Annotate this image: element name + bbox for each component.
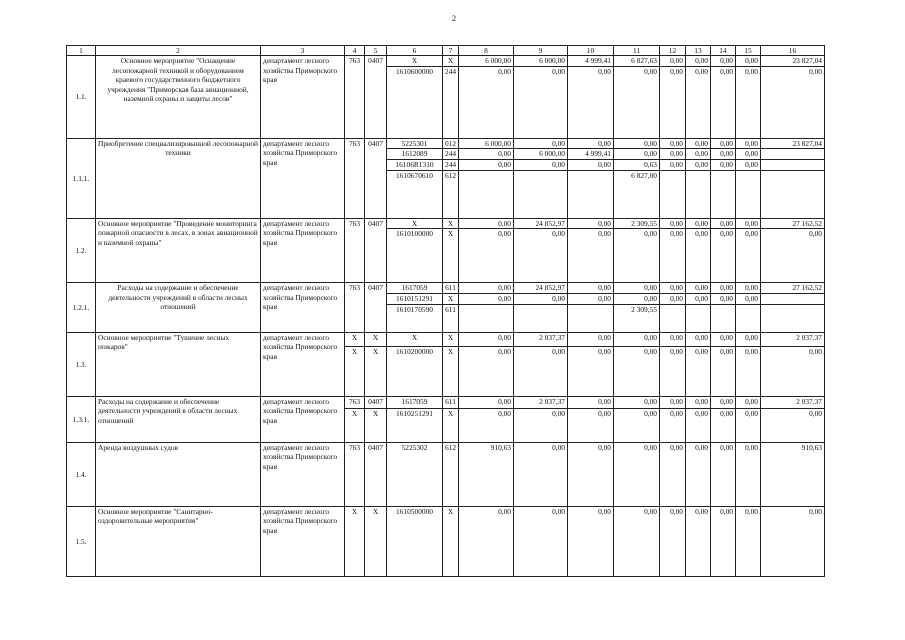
responsible-department: департамент лесного хозяйства Приморского края [261, 138, 345, 218]
value-cell: 0,00 [568, 408, 614, 442]
value-cell: 0,00 [686, 66, 711, 138]
value-cell: 0,00 [660, 66, 686, 138]
value-cell [761, 160, 825, 170]
value-cell: Х [345, 332, 365, 346]
value-cell: 0,00 [614, 283, 660, 293]
responsible-department: департамент лесного хозяйства Приморского края [261, 218, 345, 282]
value-cell: 0407 [365, 442, 387, 506]
value-cell: 0,00 [660, 293, 686, 304]
grbs-code: 763 [345, 56, 365, 138]
value-cell: 0,00 [711, 396, 736, 408]
value-cell: 0,00 [686, 229, 711, 283]
value-cell: 16106R1310 [387, 160, 443, 170]
value-cell: 0,00 [514, 138, 568, 148]
row-number: 1.1. [67, 56, 96, 138]
value-cell: 0,00 [568, 346, 614, 396]
value-cell: 0,00 [736, 66, 761, 138]
header-cell: 9 [514, 46, 568, 56]
value-cell: 0,00 [459, 408, 514, 442]
value-cell: 0,00 [614, 149, 660, 160]
value-cell: 0,00 [736, 160, 761, 170]
value-cell: 0,00 [736, 396, 761, 408]
value-cell: 0,00 [459, 160, 514, 170]
page-number: 2 [452, 14, 456, 23]
value-cell: 0,00 [711, 283, 736, 293]
value-cell: Х [365, 408, 387, 442]
header-cell: 10 [568, 46, 614, 56]
value-cell: 0,00 [660, 160, 686, 170]
value-cell [711, 170, 736, 218]
value-cell: 4 999,41 [568, 149, 614, 160]
header-cell: 15 [736, 46, 761, 56]
value-cell: 0,00 [711, 442, 736, 506]
row-number: 1.2. [67, 218, 96, 282]
value-cell: Х [443, 293, 459, 304]
value-cell: 1612089 [387, 149, 443, 160]
activity-name: Аренда воздушных судов [96, 442, 261, 506]
value-cell: 0,00 [660, 506, 686, 576]
responsible-department: департамент лесного хозяйства Приморского края [261, 506, 345, 576]
value-cell: 763 [345, 442, 365, 506]
value-cell: 244 [443, 160, 459, 170]
value-cell: 0,00 [660, 332, 686, 346]
value-cell: Х [443, 346, 459, 396]
value-cell: 0,00 [568, 218, 614, 228]
value-cell: 0,00 [736, 332, 761, 346]
value-cell: 0,00 [660, 442, 686, 506]
value-cell: 0,00 [761, 346, 825, 396]
value-cell: 0,00 [459, 506, 514, 576]
value-cell: Х [387, 218, 443, 228]
value-cell: 0,00 [686, 332, 711, 346]
value-cell: 1617059 [387, 396, 443, 408]
value-cell: 0,00 [711, 346, 736, 396]
value-cell: 0,00 [686, 218, 711, 228]
row-number: 1.5. [67, 506, 96, 576]
value-cell: 0,00 [736, 138, 761, 148]
value-cell: 1610151291 [387, 293, 443, 304]
value-cell: 0,00 [568, 442, 614, 506]
value-cell: 0,00 [686, 293, 711, 304]
header-cell: 5 [365, 46, 387, 56]
row-number: 1.2.1. [67, 283, 96, 332]
row-number: 1.4. [67, 442, 96, 506]
value-cell: 1610500000 [387, 506, 443, 576]
value-cell: 612 [443, 170, 459, 218]
value-cell: 0,00 [660, 149, 686, 160]
activity-name: Расходы на содержание и обеспечение деятельности учреждений в области лесных отношений [96, 396, 261, 442]
value-cell: 0,00 [686, 408, 711, 442]
value-cell: 0,00 [660, 396, 686, 408]
value-cell: 23 827,04 [761, 138, 825, 148]
responsible-department: департамент лесного хозяйства Приморского края [261, 442, 345, 506]
value-cell: Х [443, 229, 459, 283]
value-cell: 910,63 [459, 442, 514, 506]
value-cell: 0,00 [736, 346, 761, 396]
value-cell: 0,00 [686, 283, 711, 293]
value-cell: 1610170590 [387, 304, 443, 332]
value-cell: 6 827,00 [614, 170, 660, 218]
value-cell: Х [387, 56, 443, 66]
value-cell: 244 [443, 149, 459, 160]
responsible-department: департамент лесного хозяйства Приморского края [261, 332, 345, 396]
value-cell: 5225302 [387, 442, 443, 506]
value-cell: 0,00 [761, 408, 825, 442]
value-cell: 2 037,37 [761, 396, 825, 408]
value-cell [459, 170, 514, 218]
header-cell: 3 [261, 46, 345, 56]
value-cell: 0,00 [711, 408, 736, 442]
value-cell: 1610670610 [387, 170, 443, 218]
header-cell: 11 [614, 46, 660, 56]
value-cell: 23 827,04 [761, 56, 825, 66]
table-row [67, 442, 825, 506]
value-cell: Х [443, 56, 459, 66]
value-cell: 6 000,00 [514, 149, 568, 160]
value-cell: Х [365, 332, 387, 346]
value-cell: 0,00 [761, 229, 825, 283]
value-cell: 0,00 [736, 218, 761, 228]
value-cell: 0,00 [660, 229, 686, 283]
value-cell: Х [365, 506, 387, 576]
grbs-code: 763 [345, 138, 365, 218]
value-cell: 27 162,52 [761, 283, 825, 293]
value-cell: 0,00 [614, 138, 660, 148]
table-row [67, 506, 825, 576]
value-cell [568, 304, 614, 332]
value-cell: 0,00 [459, 229, 514, 283]
value-cell [660, 304, 686, 332]
value-cell: 0,00 [711, 138, 736, 148]
value-cell: 2 309,55 [614, 218, 660, 228]
value-cell: 24 852,97 [514, 218, 568, 228]
value-cell: 612 [443, 442, 459, 506]
value-cell: 611 [443, 396, 459, 408]
value-cell: 0,00 [736, 149, 761, 160]
value-cell: 27 162,52 [761, 218, 825, 228]
value-cell: 0,00 [568, 293, 614, 304]
value-cell: 1610600000 [387, 66, 443, 138]
value-cell: 012 [443, 138, 459, 148]
value-cell: 0,00 [761, 66, 825, 138]
value-cell: 0,00 [614, 442, 660, 506]
value-cell: 0,00 [568, 332, 614, 346]
value-cell: 0,00 [514, 442, 568, 506]
value-cell: 0,00 [614, 66, 660, 138]
value-cell: 1610251291 [387, 408, 443, 442]
header-cell: 4 [345, 46, 365, 56]
header-cell: 1 [67, 46, 96, 56]
value-cell: 0,00 [459, 149, 514, 160]
value-cell: 0,00 [568, 138, 614, 148]
value-cell: 6 000,00 [514, 56, 568, 66]
row-number: 1.1.1. [67, 138, 96, 218]
value-cell: 0,00 [614, 346, 660, 396]
value-cell: Х [345, 506, 365, 576]
value-cell: 0,00 [686, 149, 711, 160]
value-cell: 1610200000 [387, 346, 443, 396]
value-cell: 0,00 [711, 149, 736, 160]
value-cell: 5225301 [387, 138, 443, 148]
value-cell: 0,00 [459, 293, 514, 304]
value-cell: 0,00 [514, 346, 568, 396]
value-cell: 611 [443, 283, 459, 293]
value-cell [711, 304, 736, 332]
value-cell: 0,00 [614, 408, 660, 442]
activity-name: Расходы на содержание и обеспечение деятельности учреждений в области лесных отношений [96, 283, 261, 332]
value-cell: 0,00 [614, 293, 660, 304]
value-cell: Х [443, 218, 459, 228]
value-cell: 6 000,00 [459, 56, 514, 66]
value-cell: 0,00 [568, 160, 614, 170]
value-cell [459, 304, 514, 332]
table-row [67, 56, 825, 66]
value-cell: 0,00 [711, 229, 736, 283]
value-cell: Х [365, 346, 387, 396]
responsible-department: департамент лесного хозяйства Приморского края [261, 283, 345, 332]
value-cell: 0,00 [711, 506, 736, 576]
value-cell [686, 170, 711, 218]
value-cell: 1610100000 [387, 229, 443, 283]
value-cell: 2 037,37 [514, 332, 568, 346]
value-cell: 0,00 [711, 160, 736, 170]
value-cell: 0,00 [686, 346, 711, 396]
value-cell: 0,00 [736, 283, 761, 293]
value-cell: 0,00 [514, 293, 568, 304]
section-code: 0407 [365, 283, 387, 332]
value-cell: 0,00 [660, 218, 686, 228]
activity-name: Основное мероприятие "Проведение мониторинга пожарной опасности в лесах, в зонах авиационной и наземной охраны" [96, 218, 261, 282]
value-cell: Х [345, 346, 365, 396]
value-cell: 0,00 [736, 56, 761, 66]
value-cell: 6 827,63 [614, 56, 660, 66]
value-cell: 0,00 [761, 506, 825, 576]
value-cell: 0,00 [660, 346, 686, 396]
value-cell [761, 170, 825, 218]
value-cell [761, 304, 825, 332]
value-cell [761, 293, 825, 304]
value-cell: 0,00 [614, 332, 660, 346]
responsible-department: департамент лесного хозяйства Приморского края [261, 56, 345, 138]
header-cell: 6 [387, 46, 443, 56]
value-cell: 0,00 [459, 332, 514, 346]
value-cell: 0,00 [711, 332, 736, 346]
value-cell [736, 304, 761, 332]
value-cell: 0,00 [614, 506, 660, 576]
section-code: 0407 [365, 218, 387, 282]
value-cell: 0,00 [711, 56, 736, 66]
value-cell: 0,00 [568, 66, 614, 138]
header-cell: 8 [459, 46, 514, 56]
value-cell: Х [345, 408, 365, 442]
value-cell: 0,00 [736, 229, 761, 283]
value-cell: 0,00 [711, 218, 736, 228]
value-cell: 244 [443, 66, 459, 138]
value-cell: 0,00 [568, 396, 614, 408]
value-cell: 0,00 [568, 283, 614, 293]
value-cell: 0,00 [736, 506, 761, 576]
value-cell: 0,00 [711, 293, 736, 304]
table-row [67, 218, 825, 228]
value-cell [514, 304, 568, 332]
activity-name: Приобретение специализированной лесопожарной техники [96, 138, 261, 218]
value-cell: 0,00 [686, 506, 711, 576]
value-cell: 0,00 [686, 396, 711, 408]
value-cell [568, 170, 614, 218]
value-cell: 0,00 [568, 229, 614, 283]
value-cell [514, 170, 568, 218]
grbs-code: 763 [345, 283, 365, 332]
value-cell: 2 309,55 [614, 304, 660, 332]
value-cell: 0,00 [514, 229, 568, 283]
value-cell: 0,00 [568, 506, 614, 576]
value-cell: 0,00 [686, 138, 711, 148]
header-cell: 14 [711, 46, 736, 56]
value-cell: 0,00 [660, 283, 686, 293]
value-cell: 763 [345, 396, 365, 408]
value-cell: 0,00 [736, 293, 761, 304]
value-cell: 611 [443, 304, 459, 332]
table-row [67, 138, 825, 148]
value-cell: 0,00 [514, 160, 568, 170]
section-code: 0407 [365, 56, 387, 138]
value-cell: 0,00 [459, 66, 514, 138]
header-cell: 16 [761, 46, 825, 56]
value-cell: 24 852,97 [514, 283, 568, 293]
financing-table [66, 45, 825, 577]
header-cell: 2 [96, 46, 261, 56]
activity-name: Основное мероприятие "Санитарно-оздоровительные мероприятия" [96, 506, 261, 576]
value-cell: 0,00 [736, 442, 761, 506]
header-cell: 13 [686, 46, 711, 56]
value-cell: 4 999,41 [568, 56, 614, 66]
value-cell: 910,63 [761, 442, 825, 506]
value-cell: 0,00 [614, 229, 660, 283]
value-cell [761, 149, 825, 160]
header-cell: 7 [443, 46, 459, 56]
value-cell: 0,00 [686, 442, 711, 506]
grbs-code: 763 [345, 218, 365, 282]
value-cell: 0,00 [514, 408, 568, 442]
value-cell: Х [443, 506, 459, 576]
header-cell: 12 [660, 46, 686, 56]
value-cell [686, 304, 711, 332]
value-cell: 0,00 [660, 138, 686, 148]
value-cell [660, 170, 686, 218]
value-cell [736, 170, 761, 218]
value-cell: 2 037,37 [514, 396, 568, 408]
value-cell: 0,00 [711, 66, 736, 138]
row-number: 1.3. [67, 332, 96, 396]
table-row [67, 396, 825, 408]
value-cell: 0,00 [459, 218, 514, 228]
value-cell: 0,00 [459, 283, 514, 293]
value-cell: 0407 [365, 396, 387, 408]
value-cell: 0,00 [614, 396, 660, 408]
table-row [67, 332, 825, 346]
value-cell: 0,00 [514, 506, 568, 576]
activity-name: Основное мероприятие "Оснащение лесопожарной техникой и оборудованием краевого государственного бюджетного учреждения "Приморская база авиационной, наземной охраны и защиты лесов" [96, 56, 261, 138]
value-cell: 0,00 [686, 160, 711, 170]
value-cell: 0,00 [660, 408, 686, 442]
value-cell: Х [443, 408, 459, 442]
responsible-department: департамент лесного хозяйства Приморского края [261, 396, 345, 442]
activity-name: Основное мероприятие "Тушение лесных пожаров" [96, 332, 261, 396]
value-cell: 0,00 [514, 66, 568, 138]
section-code: 0407 [365, 138, 387, 218]
row-number: 1.3.1. [67, 396, 96, 442]
value-cell: 0,63 [614, 160, 660, 170]
value-cell: 1617059 [387, 283, 443, 293]
value-cell: 6 000,00 [459, 138, 514, 148]
table-row [67, 283, 825, 293]
value-cell: 0,00 [660, 56, 686, 66]
value-cell: Х [387, 332, 443, 346]
value-cell: 0,00 [686, 56, 711, 66]
value-cell: Х [443, 332, 459, 346]
value-cell: 0,00 [736, 408, 761, 442]
value-cell: 2 037,37 [761, 332, 825, 346]
header-row [67, 46, 825, 56]
value-cell: 0,00 [459, 346, 514, 396]
value-cell: 0,00 [459, 396, 514, 408]
